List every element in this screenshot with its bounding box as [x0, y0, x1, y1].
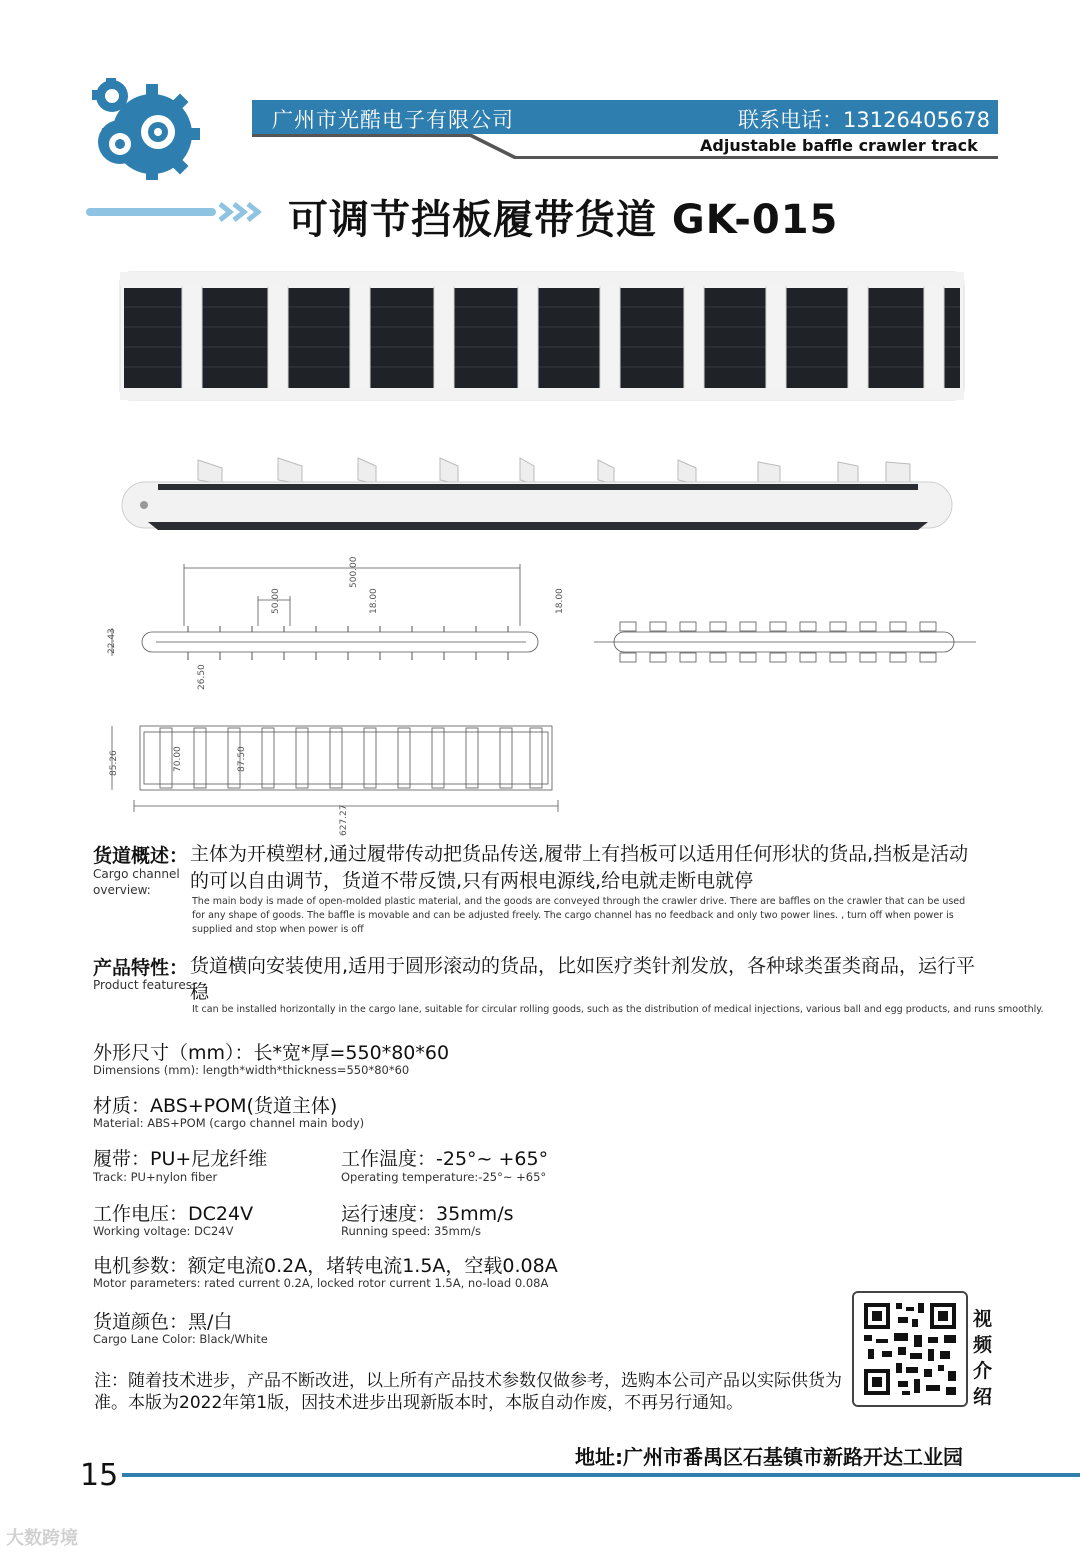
overview-text-en: The main body is made of open-molded plastic material, and the goods are conveyed through the crawler drive. There are baffles on the crawler that can be used for any shape of goods. The baffle is movable and can be adjusted freely. The cargo channel has no feedback and only two power lines. , turn off when power is supplied and stop when power is off — [192, 896, 966, 935]
company-name: 广州市光酷电子有限公司 — [272, 108, 514, 132]
spec-dimensions: 外形尺寸（mm）：长*宽*厚=550*80*60 — [93, 1042, 450, 1064]
technical-drawing-top — [100, 716, 570, 840]
page-number: 15 — [80, 1458, 119, 1493]
spec-speed: 运行速度：35mm/s — [341, 1203, 514, 1225]
dim-26: 26.50 — [197, 664, 207, 690]
dim-85: 85.26 — [109, 750, 119, 776]
english-title: Adjustable baffle crawler track — [700, 136, 978, 155]
overview-label-en: Cargo channel overview: — [93, 867, 180, 897]
features-label: 产品特性： — [93, 957, 189, 979]
disclaimer-note: 注：随着技术进步，产品不断改进，以上所有产品技术参数仅做参考，选购本公司产品以实际供货为准。本版为2022年第1版，因技术进步出现新版本时，本版自动作废，不再另行通知。 — [94, 1371, 842, 1413]
spec-temperature-en: Operating temperature:-25°~ +65° — [341, 1170, 547, 1184]
video-intro-label: 视频介绍 — [973, 1308, 993, 1408]
dim-50: 50.00 — [271, 588, 281, 614]
product-photo-top-view — [118, 266, 966, 408]
company-address: 地址:广州市番禺区石基镇市新路开达工业园 — [575, 1445, 963, 1469]
features-text-en: It can be installed horizontally in the cargo lane, suitable for circular rolling goods, such as the distribution of medical injections, various ball and egg products, and runs smoothly. — [192, 1004, 1044, 1015]
spec-motor-en: Motor parameters: rated current 0.2A, locked rotor current 1.5A, no-load 0.08A — [93, 1276, 549, 1290]
technical-drawing-profile — [590, 612, 980, 672]
dim-87: 87.50 — [237, 746, 247, 772]
spec-material-en: Material: ABS+POM (cargo channel main body) — [93, 1116, 365, 1130]
watermark: 大数跨境 — [6, 1528, 78, 1549]
spec-motor: 电机参数：额定电流0.2A，堵转电流1.5A，空载0.08A — [93, 1255, 558, 1277]
company-logo — [82, 72, 212, 182]
features-text: 货道横向安装使用,适用于圆形滚动的货品，比如医疗类针剂发放，各种球类蛋类商品，运行平稳 — [190, 955, 976, 1003]
spec-dimensions-en: Dimensions (mm): length*width*thickness=550*80*60 — [93, 1063, 410, 1077]
qr-code-icon[interactable] — [852, 1291, 968, 1407]
chevron-arrows-icon — [216, 201, 266, 223]
features-label-en: Product features: — [93, 978, 196, 992]
spec-color-en: Cargo Lane Color: Black/White — [93, 1332, 268, 1346]
product-photo-side-view — [118, 450, 958, 540]
spec-voltage-en: Working voltage: DC24V — [93, 1224, 234, 1238]
dim-22: 22.43 — [107, 628, 117, 654]
title-accent-line — [86, 208, 216, 216]
technical-drawing-side — [100, 556, 580, 696]
dim-18b: 18.00 — [555, 588, 565, 614]
spec-speed-en: Running speed: 35mm/s — [341, 1224, 481, 1238]
dim-627: 627.27 — [339, 804, 349, 836]
dim-18a: 18.00 — [369, 588, 379, 614]
overview-label: 货道概述： — [93, 845, 189, 867]
dim-70: 70.00 — [173, 746, 183, 772]
spec-color: 货道颜色：黑/白 — [93, 1311, 233, 1333]
spec-track: 履带：PU+尼龙纤维 — [93, 1148, 268, 1170]
contact-phone: 联系电话：13126405678 — [738, 108, 990, 132]
footer-line — [122, 1473, 1080, 1477]
overview-text: 主体为开模塑材,通过履带传动把货品传送,履带上有挡板可以适用任何形状的货品,挡板是活动的可以自由调节，货道不带反馈,只有两根电源线,给电就走断电就停 — [190, 843, 969, 892]
dim-500: 500.00 — [349, 556, 359, 588]
spec-track-en: Track: PU+nylon fiber — [93, 1170, 218, 1184]
spec-voltage: 工作电压：DC24V — [93, 1203, 254, 1225]
spec-temperature: 工作温度：-25°~ +65° — [341, 1148, 549, 1170]
product-title: 可调节挡板履带货道 GK-015 — [288, 197, 839, 243]
spec-material: 材质：ABS+POM(货道主体) — [93, 1095, 338, 1117]
